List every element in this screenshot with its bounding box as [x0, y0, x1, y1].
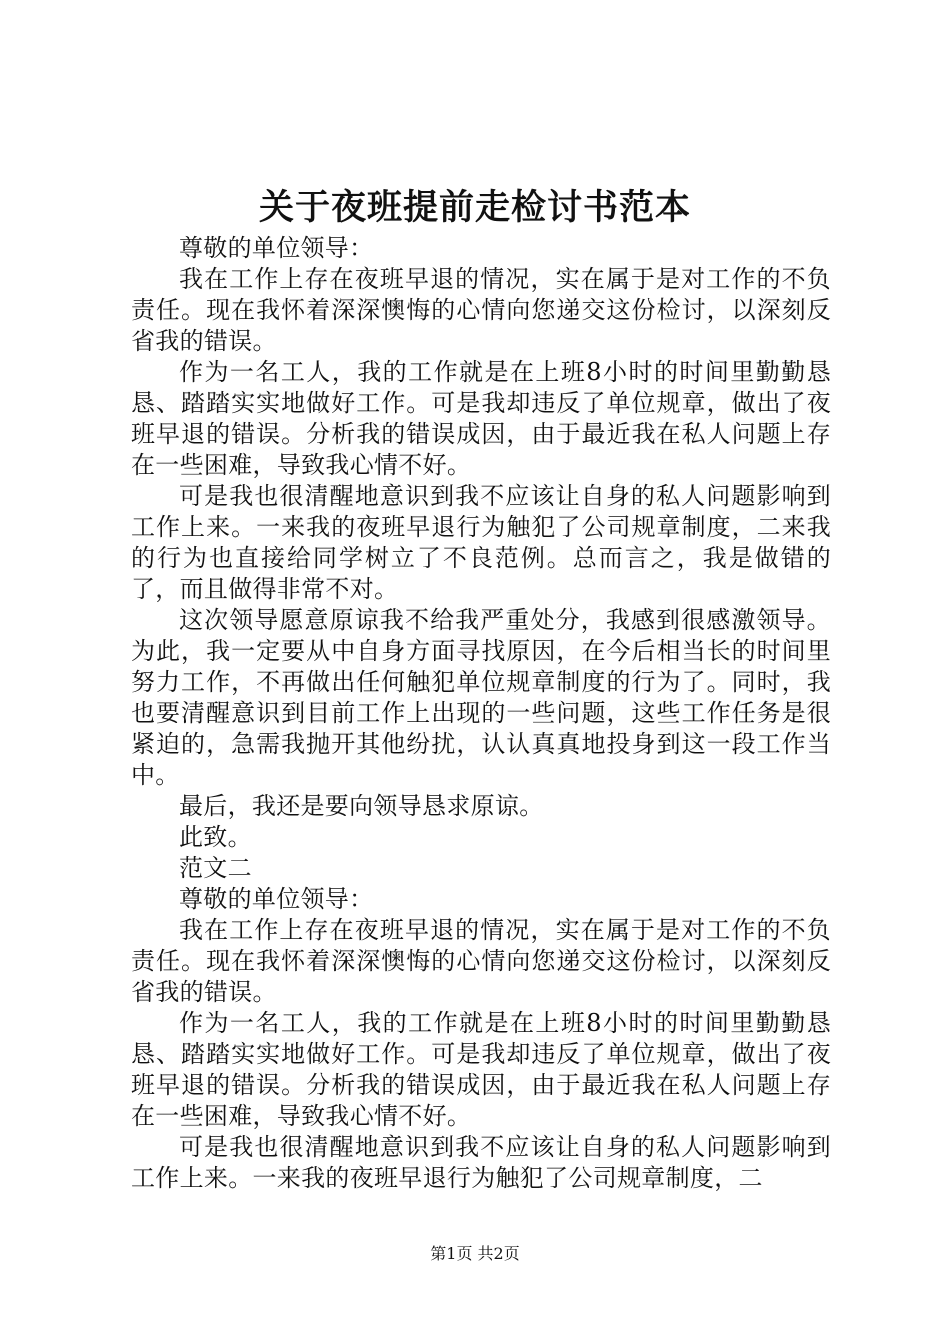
document-body	[131, 233, 831, 1194]
closing-regards: 此致。	[179, 823, 252, 851]
salutation: 尊敬的单位领导：	[179, 234, 374, 262]
closing-line: 最后，我还是要向领导恳求原谅。	[179, 792, 544, 820]
page-footer: 第1页 共2页	[430, 1244, 520, 1263]
body-paragraph: 我在工作上存在夜班早退的情况，实在属于是对工作的不负责任。现在我怀着深深懊悔的心情向您递交这份检讨，以深刻反省我的错误。	[131, 265, 831, 355]
document-title: 关于夜班提前走检讨书范本	[258, 187, 691, 228]
body-paragraph: 作为一名工人，我的工作就是在上班8小时的时间里勤勤恳恳、踏踏实实地做好工作。可是我却违反了单位规章，做出了夜班早退的错误。分析我的错误成因，由于最近我在私人问题上存在一些困难，导致我心情不好。	[131, 1009, 831, 1130]
body-paragraph: 我在工作上存在夜班早退的情况，实在属于是对工作的不负责任。现在我怀着深深懊悔的心情向您递交这份检讨，以深刻反省我的错误。	[131, 916, 831, 1006]
salutation: 尊敬的单位领导：	[179, 885, 374, 913]
section-heading: 范文二	[179, 854, 252, 882]
body-paragraph: 这次领导愿意原谅我不给我严重处分，我感到很感激领导。为此，我一定要从中自身方面寻找原因，在今后相当长的时间里努力工作，不再做出任何触犯单位规章制度的行为了。同时，我也要清醒意识到目前工作上出现的一些问题，这些工作任务是很紧迫的，急需我抛开其他纷扰，认认真真地投身到这一段工作当中。	[131, 606, 831, 789]
body-paragraph: 作为一名工人，我的工作就是在上班8小时的时间里勤勤恳恳、踏踏实实地做好工作。可是我却违反了单位规章，做出了夜班早退的错误。分析我的错误成因，由于最近我在私人问题上存在一些困难，导致我心情不好。	[131, 358, 831, 479]
body-paragraph: 可是我也很清醒地意识到我不应该让自身的私人问题影响到工作上来。一来我的夜班早退行为触犯了公司规章制度，二来我的行为也直接给同学树立了不良范例。总而言之，我是做错的了，而且做得非常不对。	[131, 482, 831, 603]
body-paragraph: 可是我也很清醒地意识到我不应该让自身的私人问题影响到工作上来。一来我的夜班早退行为触犯了公司规章制度，二	[131, 1133, 831, 1192]
